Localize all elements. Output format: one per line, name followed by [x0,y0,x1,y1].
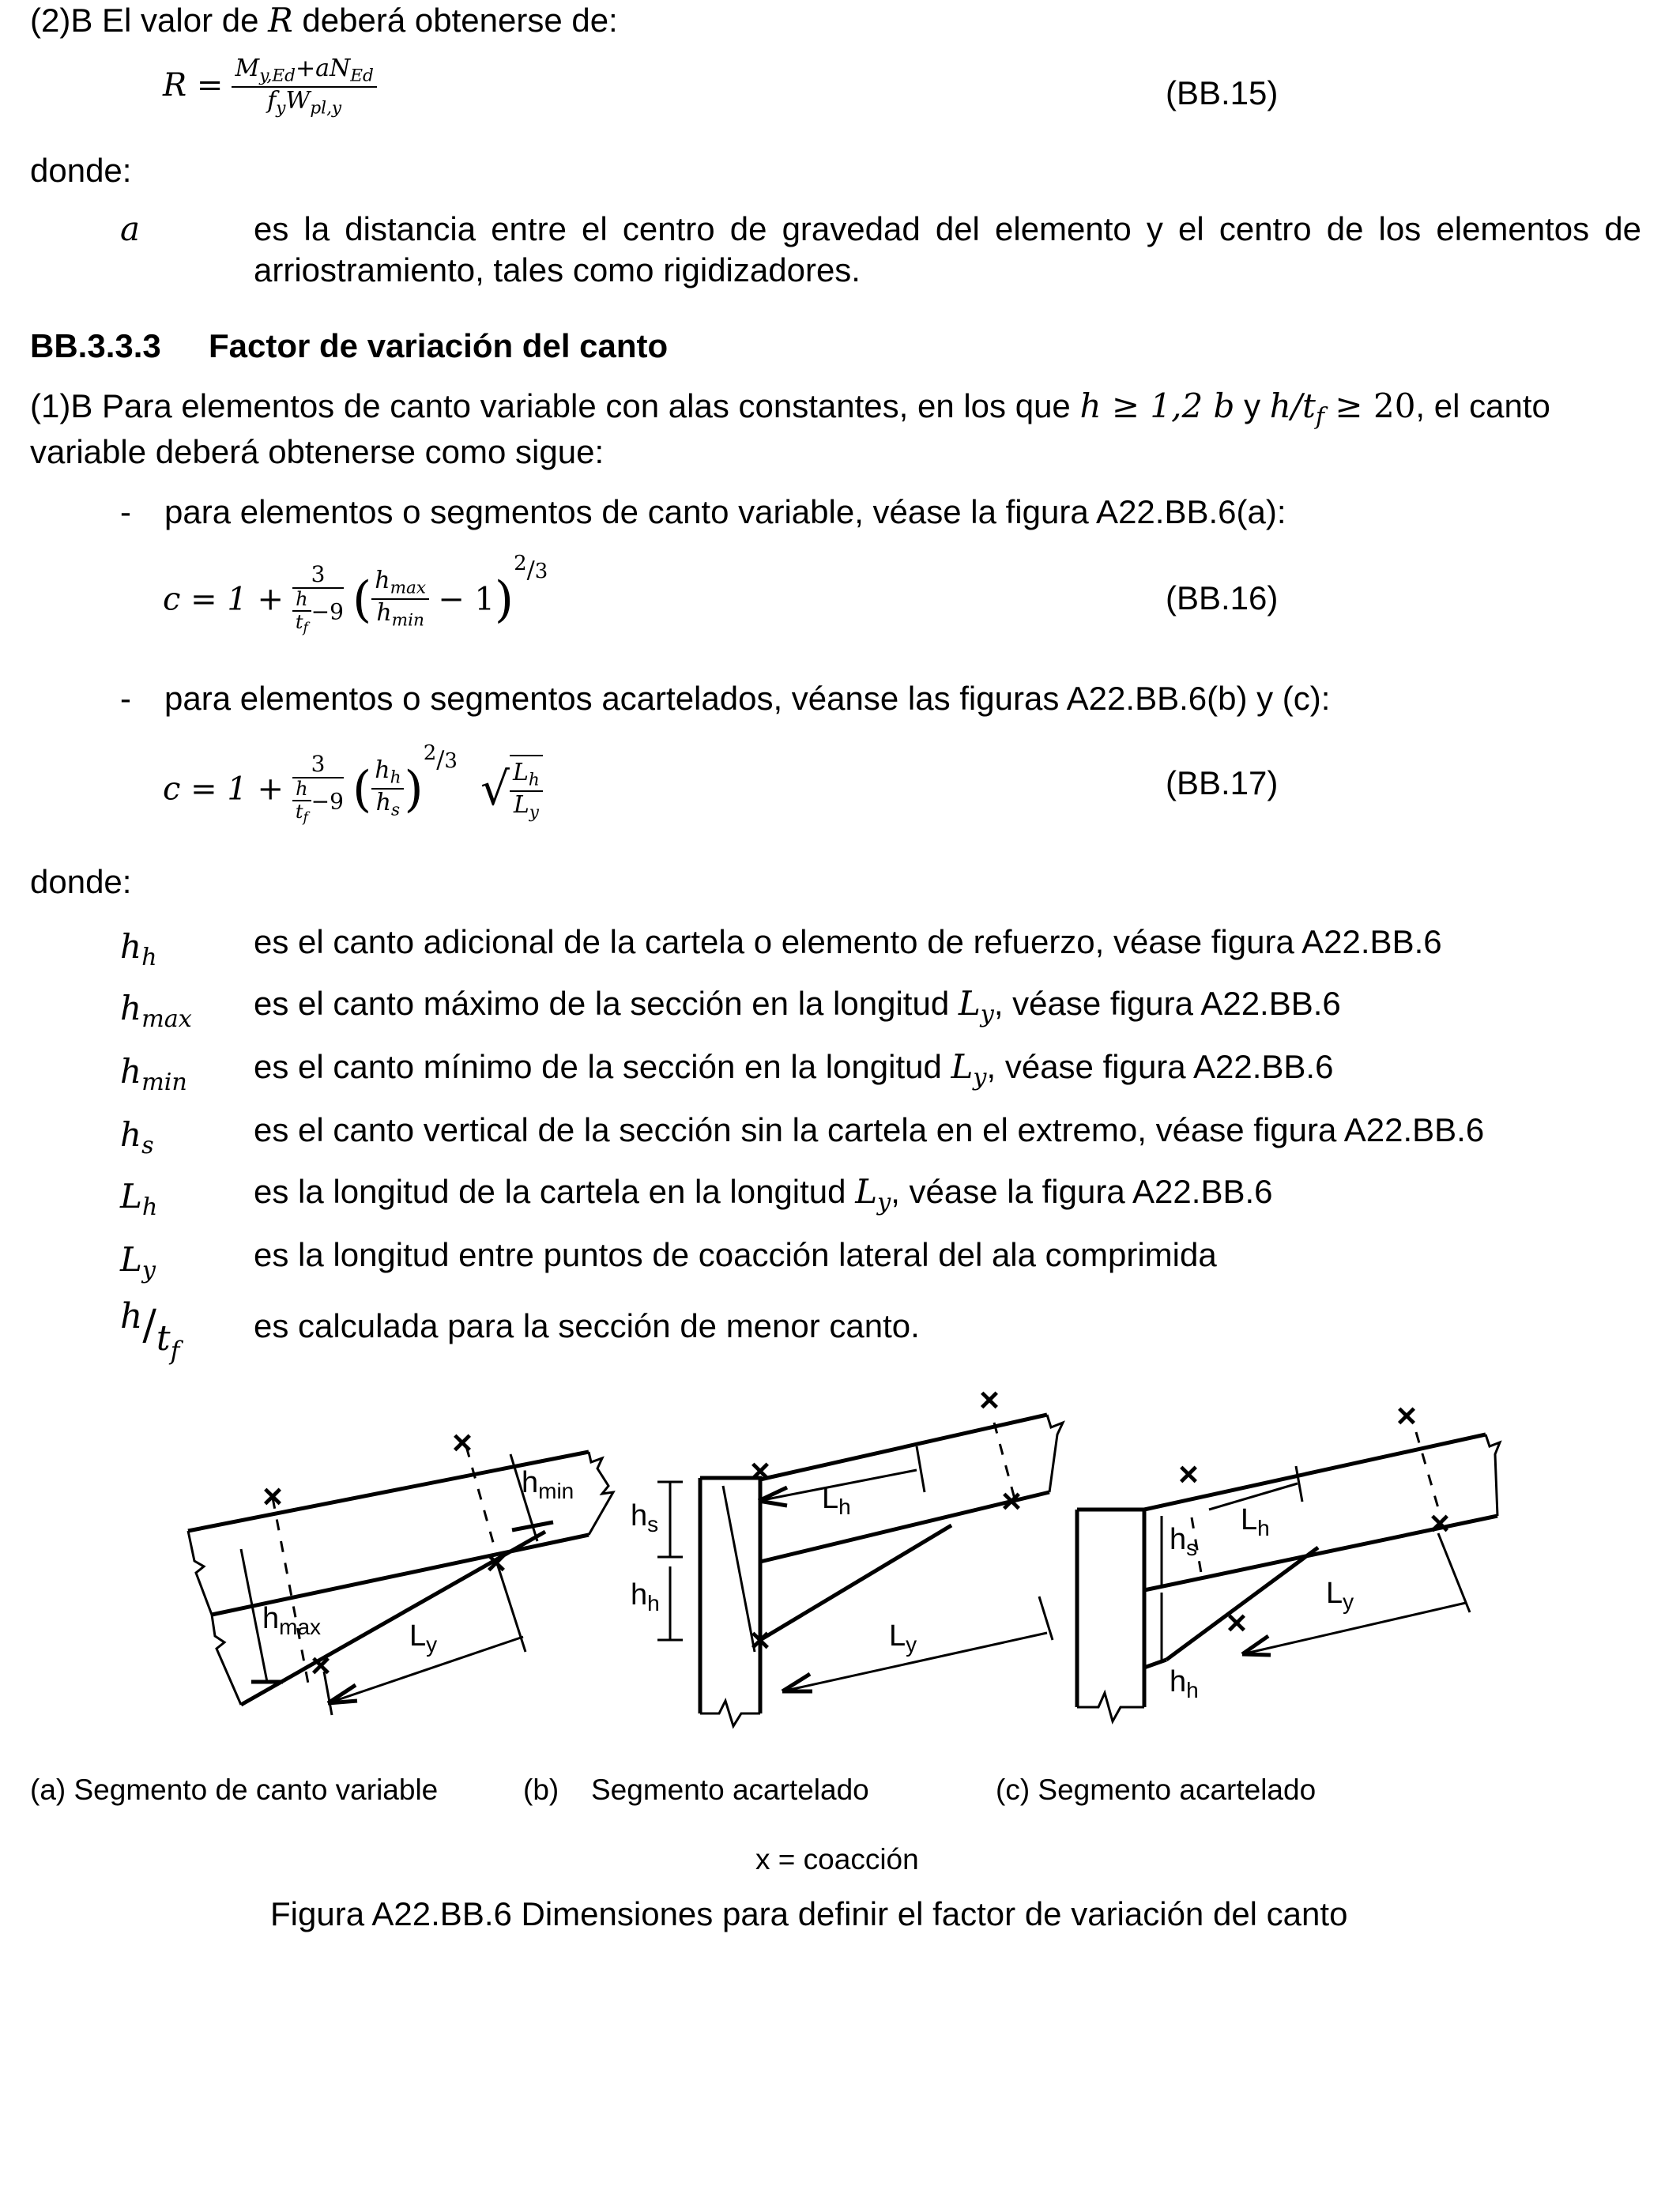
def-hmax-h: h [120,989,142,1027]
eq16-rparen: ) [494,570,514,628]
eq15-numerator [232,55,376,88]
para-2b-intro [30,0,618,41]
beam-b-top [760,1415,1047,1480]
eq16-frac-3 [292,562,344,638]
label-hs-b-h: h [631,1499,648,1532]
eq16-h-over-t [292,589,311,638]
eq17-t: t [295,801,303,824]
eq16-hmin [371,600,429,631]
column-c-break [1077,1693,1144,1721]
p1-text-b: , el canto [1415,387,1550,424]
equation-bb16 [163,553,548,637]
bullet-dash-2: - [120,680,131,717]
eq17-exponent: 2/3 [423,741,458,774]
eq15-label: (BB.15) [1166,74,1279,111]
eq17-hs-sub: s [390,800,401,820]
eq17-hs-h: h [375,789,391,817]
eq15-lhs: R = [163,66,224,104]
def-hmax-Ly [958,984,994,1029]
label-hh-b-h: h [631,1578,648,1612]
eq16-f: f [303,620,308,637]
def-hs-h: h [120,1115,142,1154]
eq17-Ly-sub: y [529,802,539,823]
def-hmin-text-a: es el canto mínimo de la sección en la longitud [254,1048,951,1085]
def-a-text: es la distancia entre el centro de gravedad del elemento y el centro de los elementos de arriostramiento, tales como rigidizadores. [254,210,1641,288]
eq16-den [292,589,344,638]
caption-b-num: (b) [523,1774,559,1806]
label-ly-b [889,1619,917,1657]
eq17-hh [371,757,404,790]
def-Lh-Ly-sub: y [877,1189,891,1217]
equation-bb17 [163,743,543,827]
label-lh-b [822,1482,851,1519]
eq17-exp-2: 2 [423,741,437,765]
donde-1: donde: [30,152,132,189]
eq17-rparen: ) [404,760,424,818]
diagram-c-haunched [1077,1432,1500,1721]
label-ly-a-sub: y [426,1632,438,1657]
label-hs-c-h: h [1170,1523,1187,1556]
eq16-minus1: − 1 [438,581,495,618]
label-ly-c-sub: y [1343,1589,1354,1614]
cross-icon: × [750,1621,770,1660]
p1-y: y [1234,387,1270,424]
beam-c-break [1486,1434,1500,1516]
ly-b-dim [782,1596,1053,1691]
eq16-minus9: −9 [311,598,344,625]
def-hmin-text [254,1046,1333,1099]
eq17-hh-h: h [375,756,390,785]
eq17-den [292,778,344,827]
column-b-break [700,1701,760,1726]
def-hmax-sub: max [141,1005,192,1034]
label-lh-b-L: L [822,1482,839,1515]
beam-b-break [1047,1415,1063,1492]
def-hmax-Lsub: y [980,1001,994,1029]
def-hmax-L: L [958,984,981,1023]
label-hh-c [1170,1665,1199,1702]
eq16-hmax [371,567,429,600]
eq15-denominator [232,88,376,119]
def-hmin-Lsub: y [973,1064,987,1092]
eq15-Wsub: pl,y [310,98,342,119]
eq17-three: 3 [292,752,344,778]
caption-b: Segmento acartelado [591,1774,869,1806]
def-Lh-sub: h [141,1193,158,1222]
eq17-exp-3: 3 [444,749,458,773]
label-ly-c [1326,1577,1354,1614]
eq16-hmin-h: h [376,599,392,628]
def-hh-text: es el canto adicional de la cartela o elemento de refuerzo, véase figura A22.BB.6 [254,923,1442,960]
def-hmin-h: h [120,1052,142,1091]
label-ly-a [409,1619,437,1657]
label-hs-c [1170,1523,1197,1560]
eq15-plus: +aN [295,55,351,82]
def-hh-symbol [120,926,157,978]
equation-bb15 [163,55,377,119]
section-number: BB.3.3.3 [30,327,161,364]
label-hh-b [631,1578,660,1615]
cross-icon: × [1001,1482,1022,1521]
eq16-exp-2: 2 [514,552,527,575]
eq17-h: h [292,778,311,802]
cross-icon: × [1178,1455,1199,1494]
eq17-sqrt-frac [510,755,543,824]
label-hmax [262,1602,321,1639]
cross-icon: × [1226,1604,1247,1642]
figure-title: Figura A22.BB.6 Dimensiones para definir el factor de variación del canto [270,1895,1348,1932]
eq15-sub2: Ed [350,66,374,86]
def-hmax-symbol [120,988,192,1040]
def-hmax-text-b: , véase figura A22.BB.6 [993,985,1341,1022]
eq17-lhs: c = 1 + [163,771,284,808]
eq17-label: (BB.17) [1166,764,1279,801]
label-hmax-h: h [262,1602,280,1635]
eq16-t: t [295,611,303,634]
def-htf-symbol [120,1296,179,1366]
def-hs-sub: s [141,1132,154,1160]
def-hh-sub: h [141,944,157,972]
eq16-hmax-h: h [375,567,390,595]
hh-dim [657,1566,683,1640]
def-hh-h: h [120,927,142,966]
def-hmin-text-b: , véase figura A22.BB.6 [986,1048,1334,1085]
eq16-exponent: 2/3 [514,552,548,584]
eq17-minus9: −9 [311,788,344,815]
cross-icon: × [979,1381,1000,1419]
label-hh-c-h: h [1170,1665,1187,1698]
cross-icon: × [1430,1504,1450,1543]
bullet-dash-1: - [120,493,131,530]
eq17-Ly-L: L [513,791,529,820]
column-c [1077,1510,1144,1707]
label-lh-c [1241,1503,1270,1540]
cross-icon: × [262,1477,283,1516]
label-lh-c-sub: h [1257,1516,1270,1540]
p1-cond2-h: h/t [1269,386,1316,425]
eq16-lparen: ( [352,570,372,628]
p1-cond2-sub: f [1315,403,1325,432]
def-htf-slash: / [142,1302,156,1349]
def-hmin-Ly [951,1047,987,1092]
def-hmin-L: L [951,1047,974,1086]
label-ly-b-sub: y [906,1632,917,1657]
eq15-f: f [267,87,277,115]
eq17-Lh [510,760,543,792]
def-htf-text: es calculada para la sección de menor canto. [254,1307,920,1344]
eq15-fraction [232,55,376,119]
eq17-lparen: ( [352,760,372,818]
haunch-b [760,1525,951,1640]
def-Lh-text-a: es la longitud de la cartela en la longitud [254,1173,856,1210]
eq17-Lh-sub: h [528,770,540,790]
eq16-frac-h [371,567,429,631]
eq17-Lh-L: L [512,759,529,787]
def-Ly-text: es la longitud entre puntos de coacción lateral del ala comprimida [254,1236,1217,1273]
label-hmax-sub: max [279,1615,322,1639]
intro-text: (2)B El valor de [30,2,269,39]
label-hh-b-sub: h [647,1591,660,1615]
eq16-hmin-sub: min [391,610,424,631]
eq16-lhs: c = 1 + [163,581,284,618]
p1-text-a: (1)B Para elementos de canto variable con alas constantes, en los que [30,387,1080,424]
label-hmin [522,1466,574,1503]
figure-legend: x = coacción [755,1843,919,1875]
eq15-fsub: y [276,98,286,119]
label-ly-a-L: L [409,1619,427,1653]
ly-c-dim [1242,1533,1470,1654]
eq16-tf [292,612,311,637]
eq16-hmax-sub: max [390,578,427,598]
def-htf-sub: f [170,1337,180,1366]
intro-end: deberá obtenerse de: [292,2,618,39]
label-hs-b [631,1499,658,1536]
def-Lh-text [254,1171,1273,1223]
eq15-W: W [285,87,311,115]
sqrt-sign: √ [480,762,510,816]
bullet-1: para elementos o segmentos de canto variable, véase la figura A22.BB.6(a): [164,493,1286,530]
def-Lh-Ly [855,1172,891,1217]
haunch-c-vert [1144,1590,1166,1668]
def-htf-t: t [156,1318,171,1359]
def-Ly-sub: y [141,1257,156,1285]
label-hs-b-sub: s [647,1512,659,1536]
cross-icon: × [311,1646,331,1685]
dashed-c-right [1416,1432,1438,1508]
dashed-a1 [273,1498,308,1683]
p1-cond1: h ≥ 1,2 b [1079,386,1235,425]
label-lh-b-sub: h [838,1495,851,1519]
def-hmin-symbol [120,1051,187,1103]
dimension-labels [262,1466,1354,1702]
def-hmax-text [254,983,1341,1035]
p1-cond2 [1269,386,1416,432]
diagram-b-haunched [657,1415,1063,1726]
def-a-symbol: a [120,209,141,248]
figure-a22-bb6 [0,1375,1680,1755]
cross-icon: × [750,1452,770,1491]
label-lh-c-L: L [1241,1503,1258,1536]
para-1b-line1 [30,386,1642,438]
p1-cond2-end: ≥ 20 [1324,386,1416,425]
def-hmax-text-a: es el canto máximo de la sección en la longitud [254,985,959,1022]
eq17-frac-h [371,757,404,821]
label-hh-c-sub: h [1186,1678,1199,1702]
def-Ly-symbol [120,1239,156,1291]
def-hs-symbol [120,1114,154,1167]
label-ly-b-L: L [889,1619,906,1653]
caption-a: (a) Segmento de canto variable [30,1774,439,1806]
restraint-markers [262,1381,1450,1685]
label-hs-c-sub: s [1186,1536,1198,1560]
label-ly-c-L: L [1326,1577,1343,1610]
def-Ly-L: L [120,1240,142,1279]
def-Lh-symbol [120,1176,157,1228]
hs-dim [657,1482,683,1557]
bullet-2: para elementos o segmentos acartelados, véanse las figuras A22.BB.6(b) y (c): [164,680,1331,717]
break-left [188,1531,241,1705]
section-title: Factor de variación del canto [209,327,669,364]
eq17-h-over-t [292,778,311,827]
eq16-label: (BB.16) [1166,579,1279,616]
def-Lh-text-b: , véase la figura A22.BB.6 [891,1173,1273,1210]
eq17-hh-sub: h [390,767,401,788]
eq17-frac-3 [292,752,344,827]
label-hmin-h: h [522,1466,539,1499]
para-1b-line2: variable deberá obtenerse como sigue: [30,433,605,470]
def-htf-h: h [120,1296,143,1336]
def-hs-text: es el canto vertical de la sección sin la cartela en el extremo, véase figura A22.BB.6 [254,1111,1485,1148]
eq17-Ly [510,792,543,823]
donde-2: donde: [30,863,132,900]
symbol-R: R [268,1,293,40]
def-Lh-L: L [120,1177,142,1216]
eq16-h: h [292,589,311,613]
def-Lh-Ly-L: L [855,1172,878,1211]
def-hmin-sub: min [141,1069,187,1097]
eq17-hs [371,790,404,820]
eq17-f: f [303,810,308,827]
cross-icon: × [452,1423,473,1462]
eq15-M: M [235,55,260,82]
eq16-three: 3 [292,562,344,589]
column-b [700,1478,760,1713]
break-right [589,1452,613,1535]
cross-icon: × [1396,1397,1417,1435]
cross-icon: × [486,1544,507,1582]
caption-c: (c) Segmento acartelado [996,1774,1317,1806]
eq15-sub1: y,Ed [259,66,296,86]
eq16-exp-3: 3 [534,560,548,583]
eq17-tf [292,801,311,827]
label-hmin-sub: min [538,1479,574,1503]
